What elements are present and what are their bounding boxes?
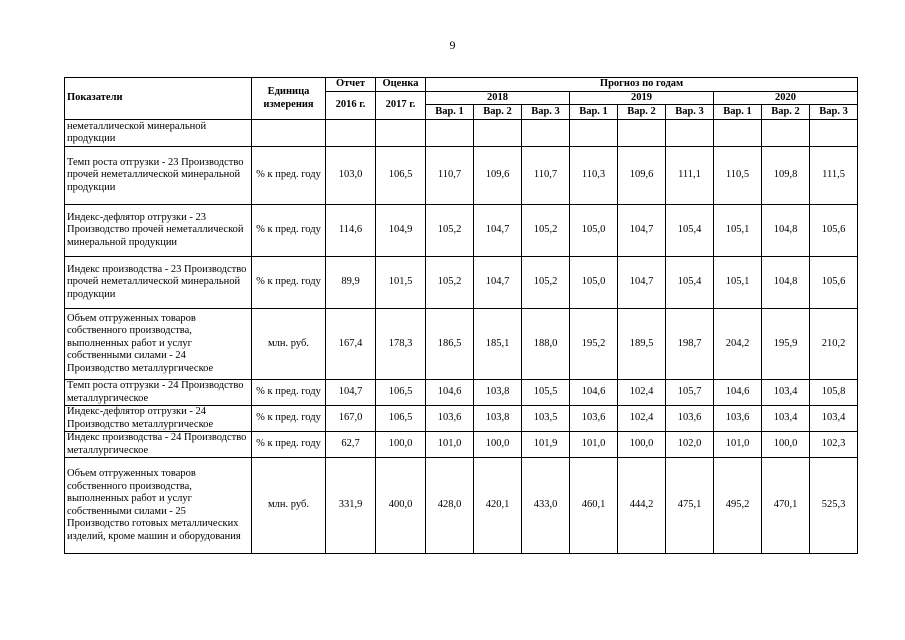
value-cell: 195,2 [570,309,618,380]
value-cell: 101,9 [522,432,570,458]
value-cell: 105,2 [426,257,474,309]
value-cell: 106,5 [376,147,426,205]
value-cell [474,120,522,147]
value-cell: 105,4 [666,205,714,257]
unit-cell: млн. руб. [252,309,326,380]
value-cell: 109,6 [474,147,522,205]
indicator-name: Индекс-дефлятор отгрузки - 24 Производство металлургическое [65,406,252,432]
value-cell: 105,0 [570,205,618,257]
unit-cell: млн. руб. [252,458,326,554]
value-cell: 104,6 [714,380,762,406]
value-cell: 110,3 [570,147,618,205]
table-body [65,120,858,554]
value-cell: 111,1 [666,147,714,205]
value-cell [762,120,810,147]
value-cell: 103,4 [810,406,858,432]
value-cell: 103,6 [666,406,714,432]
table-row [65,205,858,257]
value-cell: 470,1 [762,458,810,554]
value-cell: 475,1 [666,458,714,554]
value-cell: 100,0 [376,432,426,458]
indicator-name: Индекс-дефлятор отгрузки - 23 Производство прочей неметаллической минеральной продукции [65,205,252,257]
value-cell: 331,9 [326,458,376,554]
indicator-name: Индекс производства - 23 Производство прочей неметаллической минеральной продукции [65,257,252,309]
value-cell: 444,2 [618,458,666,554]
year-header-2019: 2019 [570,91,714,105]
variant-header: Вар. 1 [570,105,618,120]
value-cell: 100,0 [474,432,522,458]
value-cell: 106,5 [376,380,426,406]
value-cell: 105,0 [570,257,618,309]
indicator-name: Объем отгруженных товаров собственного производства, выполненных работ и услуг собственными силами - 25 Производство готовых металлических изделий, кроме машин и оборудования [65,458,252,554]
variant-header: Вар. 2 [618,105,666,120]
value-cell: 103,8 [474,406,522,432]
value-cell: 104,6 [426,380,474,406]
value-cell: 89,9 [326,257,376,309]
indicator-name: Объем отгруженных товаров собственного производства, выполненных работ и услуг собственными силами - 24 Производство металлургическое [65,309,252,380]
value-cell: 103,0 [326,147,376,205]
value-cell: 106,5 [376,406,426,432]
estimate-header: Оценка [376,78,426,92]
value-cell: 105,4 [666,257,714,309]
table-row [65,309,858,380]
value-cell: 103,4 [762,406,810,432]
value-cell [570,120,618,147]
unit-header: Единица измерения [252,78,326,120]
unit-cell: % к пред. году [252,205,326,257]
value-cell: 102,3 [810,432,858,458]
table-row [65,120,858,147]
value-cell: 110,5 [714,147,762,205]
forecast-header: Прогноз по годам [426,78,858,92]
indicators-header: Показатели [65,78,252,120]
value-cell: 101,0 [714,432,762,458]
report-header: Отчет [326,78,376,92]
value-cell: 104,8 [762,205,810,257]
variant-header: Вар. 3 [666,105,714,120]
value-cell: 105,2 [426,205,474,257]
value-cell: 103,4 [762,380,810,406]
value-cell: 195,9 [762,309,810,380]
value-cell: 109,6 [618,147,666,205]
value-cell: 105,6 [810,205,858,257]
value-cell: 62,7 [326,432,376,458]
value-cell: 186,5 [426,309,474,380]
unit-cell: % к пред. году [252,406,326,432]
value-cell: 103,6 [570,406,618,432]
table-row [65,432,858,458]
value-cell: 400,0 [376,458,426,554]
value-cell: 102,0 [666,432,714,458]
value-cell: 111,5 [810,147,858,205]
year-header-2020: 2020 [714,91,858,105]
value-cell [326,120,376,147]
variant-header: Вар. 1 [714,105,762,120]
value-cell: 105,7 [666,380,714,406]
value-cell: 198,7 [666,309,714,380]
value-cell: 105,8 [810,380,858,406]
indicator-name: Темп роста отгрузки - 24 Производство металлургическое [65,380,252,406]
value-cell: 104,7 [474,257,522,309]
value-cell: 105,1 [714,205,762,257]
unit-cell [252,120,326,147]
table-row [65,257,858,309]
value-cell: 189,5 [618,309,666,380]
value-cell: 433,0 [522,458,570,554]
value-cell: 109,8 [762,147,810,205]
report-year-header: 2016 г. [326,91,376,120]
indicator-name: неметаллической минеральной продукции [65,120,252,147]
value-cell: 110,7 [426,147,474,205]
value-cell: 103,5 [522,406,570,432]
value-cell: 428,0 [426,458,474,554]
table-row [65,458,858,554]
value-cell: 167,0 [326,406,376,432]
value-cell [618,120,666,147]
indicator-name: Темп роста отгрузки - 23 Производство прочей неметаллической минеральной продукции [65,147,252,205]
page-number: 9 [449,38,456,52]
indicator-name: Индекс производства - 24 Производство металлургическое [65,432,252,458]
value-cell: 114,6 [326,205,376,257]
value-cell [522,120,570,147]
variant-header: Вар. 3 [810,105,858,120]
estimate-year-header: 2017 г. [376,91,426,120]
value-cell: 104,7 [618,205,666,257]
table-row [65,380,858,406]
value-cell: 110,7 [522,147,570,205]
unit-cell: % к пред. году [252,147,326,205]
value-cell: 100,0 [618,432,666,458]
value-cell: 495,2 [714,458,762,554]
value-cell: 104,6 [570,380,618,406]
value-cell: 100,0 [762,432,810,458]
year-header-2018: 2018 [426,91,570,105]
value-cell: 525,3 [810,458,858,554]
value-cell: 103,6 [714,406,762,432]
value-cell: 102,4 [618,380,666,406]
unit-cell: % к пред. году [252,432,326,458]
unit-cell: % к пред. году [252,257,326,309]
value-cell: 103,6 [426,406,474,432]
value-cell: 103,8 [474,380,522,406]
table-row [65,406,858,432]
forecast-table [64,77,858,554]
value-cell: 104,7 [474,205,522,257]
variant-header: Вар. 2 [474,105,522,120]
unit-cell: % к пред. году [252,380,326,406]
value-cell: 101,5 [376,257,426,309]
value-cell: 167,4 [326,309,376,380]
value-cell: 420,1 [474,458,522,554]
value-cell [426,120,474,147]
value-cell: 460,1 [570,458,618,554]
value-cell: 105,1 [714,257,762,309]
value-cell: 105,6 [810,257,858,309]
value-cell: 185,1 [474,309,522,380]
value-cell [666,120,714,147]
value-cell: 105,2 [522,257,570,309]
value-cell: 101,0 [426,432,474,458]
value-cell: 101,0 [570,432,618,458]
value-cell [376,120,426,147]
value-cell: 210,2 [810,309,858,380]
value-cell: 105,2 [522,205,570,257]
value-cell: 104,8 [762,257,810,309]
table-header [65,78,858,120]
value-cell: 188,0 [522,309,570,380]
value-cell: 104,9 [376,205,426,257]
value-cell: 102,4 [618,406,666,432]
value-cell: 104,7 [326,380,376,406]
variant-header: Вар. 2 [762,105,810,120]
value-cell [810,120,858,147]
value-cell: 105,5 [522,380,570,406]
value-cell: 204,2 [714,309,762,380]
value-cell [714,120,762,147]
variant-header: Вар. 1 [426,105,474,120]
table-row [65,147,858,205]
value-cell: 104,7 [618,257,666,309]
variant-header: Вар. 3 [522,105,570,120]
value-cell: 178,3 [376,309,426,380]
